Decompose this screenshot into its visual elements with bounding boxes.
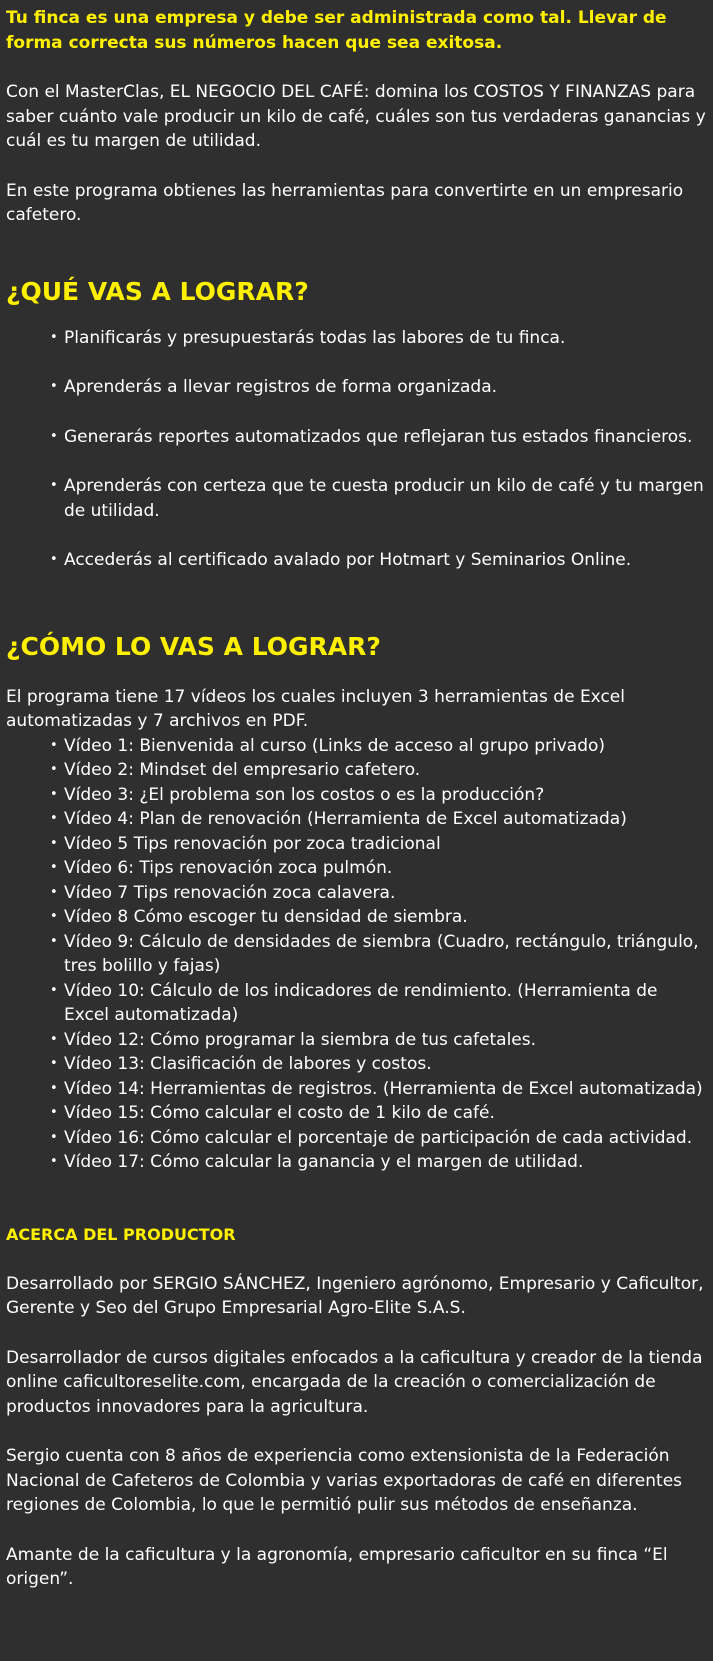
achieve-item-text: Planificarás y presupuestarás todas las labores de tu finca. <box>64 327 566 348</box>
video-item <box>50 905 707 930</box>
video-list <box>6 734 707 1175</box>
program-intro: El programa tiene 17 vídeos los cuales incluyen 3 herramientas de Excel automatizadas y 7 archivos en PDF. <box>6 686 625 731</box>
video-item-text: Vídeo 7 Tips renovación zoca calavera. <box>64 882 396 903</box>
intro-paragraph-program: En este programa obtienes las herramientas para convertirte en un empresario cafetero. <box>6 180 684 225</box>
bullet-icon: • <box>50 379 58 394</box>
bullet-icon: • <box>50 552 58 567</box>
intro-paragraph-masterclass: Con el MasterClas, EL NEGOCIO DEL CAFÉ: domina los COSTOS Y FINANZAS para saber cuánto vale producir un kilo de café, cuáles son tus verdaderas ganancias y cuál es tu margen de utilidad. <box>6 82 706 151</box>
producer-paragraph-courses: Desarrollador de cursos digitales enfocados a la caficultura y creador de la tienda online caficultoreselite.com, encargada de la creación o comercialización de productos innovadores para la agricultura. <box>6 1347 703 1417</box>
video-item <box>50 930 707 979</box>
achieve-item-text: Accederás al certificado avalado por Hotmart y Seminarios Online. <box>64 550 632 570</box>
bullet-icon: • <box>50 762 58 777</box>
producer-heading: ACERCA DEL PRODUCTOR <box>6 1224 236 1244</box>
achieve-item-text: Generarás reportes automatizados que reflejaran tus estados financieros. <box>64 426 693 447</box>
video-item <box>50 758 707 783</box>
video-item-text: Vídeo 3: ¿El problema son los costos o es la producción? <box>64 784 545 805</box>
producer-paragraph-passion: Amante de la caficultura y la agronomía, empresario caficultor en su finca “El origen”. <box>6 1544 668 1589</box>
video-item <box>50 832 707 857</box>
video-item-text: Vídeo 4: Plan de renovación (Herramienta de Excel automatizada) <box>64 809 627 829</box>
achieve-item <box>50 326 707 351</box>
video-item <box>50 807 707 832</box>
how-heading: ¿CÓMO LO VAS A LOGRAR? <box>6 631 381 661</box>
bullet-icon: • <box>50 1031 58 1047</box>
video-item <box>50 783 707 808</box>
bullet-icon: • <box>50 1056 58 1071</box>
video-item-text: Vídeo 13: Clasificación de labores y costos. <box>64 1054 432 1074</box>
video-item <box>50 856 707 881</box>
intro-highlight: Tu finca es una empresa y debe ser administrada como tal. Llevar de forma correcta sus números hacen que sea exitosa. <box>6 8 667 53</box>
video-item-text: Vídeo 9: Cálculo de densidades de siembra (Cuadro, rectángulo, triángulo, tres bolillo y fajas) <box>64 931 699 976</box>
achieve-item <box>50 375 707 400</box>
achieve-item <box>50 425 707 450</box>
video-item-text: Vídeo 12: Cómo programar la siembra de tus cafetales. <box>64 1029 537 1050</box>
video-item <box>50 734 707 759</box>
video-item-text: Vídeo 14: Herramientas de registros. (Herramienta de Excel automatizada) <box>64 1078 703 1099</box>
video-item-text: Vídeo 15: Cómo calcular el costo de 1 kilo de café. <box>64 1103 495 1123</box>
bullet-icon: • <box>50 1154 58 1169</box>
video-item-text: Vídeo 17: Cómo calcular la ganancia y el margen de utilidad. <box>64 1152 584 1172</box>
achieve-heading: ¿QUÉ VAS A LOGRAR? <box>6 276 309 306</box>
bullet-icon: • <box>50 428 58 444</box>
achieve-item-text: Aprenderás a llevar registros de forma organizada. <box>64 377 498 397</box>
bullet-icon: • <box>50 982 58 998</box>
video-item <box>50 1101 707 1126</box>
bullet-icon: • <box>50 811 58 826</box>
bullet-icon: • <box>50 884 58 900</box>
video-item-text: Vídeo 6: Tips renovación zoca pulmón. <box>64 858 393 878</box>
video-item-text: Vídeo 8 Cómo escoger tu densidad de siembra. <box>64 907 468 927</box>
video-item <box>50 979 707 1028</box>
bullet-icon: • <box>50 909 58 924</box>
video-item <box>50 1077 707 1102</box>
bullet-icon: • <box>50 737 58 753</box>
video-item <box>50 881 707 906</box>
video-item <box>50 1028 707 1053</box>
video-item-text: Vídeo 1: Bienvenida al curso (Links de acceso al grupo privado) <box>64 735 606 756</box>
video-item-text: Vídeo 10: Cálculo de los indicadores de rendimiento. (Herramienta de Excel automatizada) <box>64 980 658 1025</box>
producer-paragraph-developed-by: Desarrollado por SERGIO SÁNCHEZ, Ingeniero agrónomo, Empresario y Caficultor, Gerente y Seo del Grupo Empresarial Agro-Elite S.A.S. <box>6 1273 704 1318</box>
bullet-icon: • <box>50 860 58 875</box>
bullet-icon: • <box>50 786 58 802</box>
bullet-icon: • <box>50 933 58 949</box>
video-item-text: Vídeo 5 Tips renovación por zoca tradicional <box>64 833 441 854</box>
bullet-icon: • <box>50 1129 58 1145</box>
bullet-icon: • <box>50 1105 58 1120</box>
producer-paragraph-experience: Sergio cuenta con 8 años de experiencia como extensionista de la Federación Nacional de Cafeteros de Colombia y varias exportadoras de café en diferentes regiones de Colombia, lo que le permitió pulir sus métodos de enseñanza. <box>6 1446 683 1515</box>
video-item <box>50 1126 707 1151</box>
bullet-icon: • <box>50 478 58 493</box>
achieve-item-text: Aprenderás con certeza que te cuesta producir un kilo de café y tu margen de utilidad. <box>64 476 704 521</box>
bullet-icon: • <box>50 329 58 345</box>
bullet-icon: • <box>50 835 58 851</box>
video-item-text: Vídeo 16: Cómo calcular el porcentaje de participación de cada actividad. <box>64 1127 693 1148</box>
achieve-item <box>50 474 707 523</box>
video-item-text: Vídeo 2: Mindset del empresario cafetero. <box>64 760 421 780</box>
video-item <box>50 1150 707 1175</box>
achieve-item <box>50 548 707 573</box>
achieve-list <box>6 326 707 573</box>
bullet-icon: • <box>50 1080 58 1096</box>
video-item <box>50 1052 707 1077</box>
